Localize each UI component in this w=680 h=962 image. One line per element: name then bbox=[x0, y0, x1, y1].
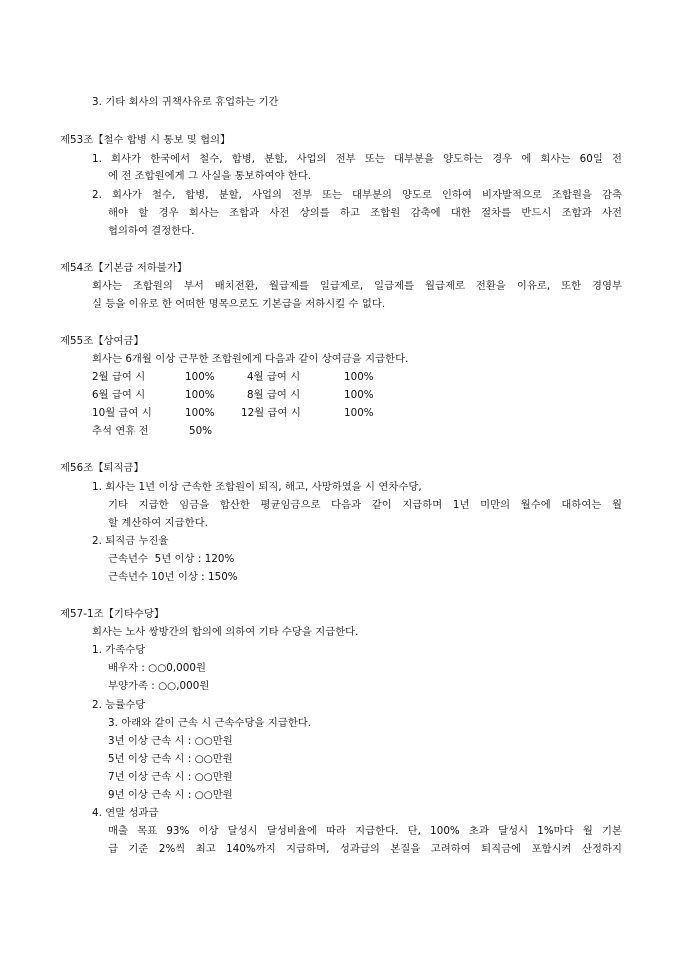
bonus-month: 6월 급여 시 bbox=[92, 389, 146, 401]
article-53-item-2-line-1: 2. 회사가 철수, 합병, 분할, 사업의 전부 또는 대부분의 양도로 인하여 비자발적으로 조합원을 감축 bbox=[92, 189, 622, 201]
bonus-rate: 100% bbox=[344, 389, 374, 401]
bonus-rate: 50% bbox=[189, 425, 213, 437]
article-54-line-2: 실 등을 이유로 한 어떠한 명목으로도 기본급을 저하시킬 수 없다. bbox=[92, 298, 386, 310]
article-54-line-1: 회사는 조합원의 부서 배치전환, 월급제를 일급제로, 일급제를 월급제로 전환을 이유로, 또한 경영부 bbox=[92, 280, 622, 292]
year-end-bonus-line-2: 급 기준 2%씩 최고 140%까지 지급하며, 성과급의 본질을 고려하여 퇴직금에 포함시켜 산정하지 bbox=[108, 843, 622, 855]
tenure-allowance-row: 9년 이상 근속 시 : ○○만원 bbox=[108, 789, 233, 801]
article-55-title: 제55조【상여금】 bbox=[60, 335, 144, 347]
dependent-allowance: 부양가족 : ○○,000원 bbox=[108, 680, 210, 692]
tenure-allowance-row: 7년 이상 근속 시 : ○○만원 bbox=[108, 771, 233, 783]
tenure-allowance-row: 3년 이상 근속 시 : ○○만원 bbox=[108, 735, 233, 747]
article-53-item-1-line-2: 에 전 조합원에게 그 사실을 통보하여야 한다. bbox=[108, 170, 312, 182]
article-56-item-1-line-2: 기타 지급한 임금을 합산한 평균임금으로 다음과 같이 지급하며 1년 미만의 월수에 대하여는 월 bbox=[108, 499, 622, 511]
bonus-rate: 100% bbox=[185, 389, 215, 401]
article-56-item-2: 2. 퇴직금 누진율 bbox=[92, 535, 169, 547]
bonus-month: 추석 연휴 전 bbox=[92, 425, 149, 437]
article-53-title: 제53조【철수 합병 시 통보 및 협의】 bbox=[60, 134, 231, 146]
bonus-month: 8월 급여 시 bbox=[247, 389, 301, 401]
article-55-intro: 회사는 6개월 이상 근무한 조합원에게 다음과 같이 상여금을 지급한다. bbox=[92, 353, 409, 365]
bonus-month: 2월 급여 시 bbox=[92, 371, 146, 383]
bonus-month: 10월 급여 시 bbox=[92, 407, 152, 419]
article-53-item-1-line-1: 1. 회사가 한국에서 철수, 합병, 분할, 사업의 전부 또는 대부분을 양도하는 경우 에 회사는 60일 전 bbox=[92, 153, 622, 165]
bonus-rate: 100% bbox=[344, 407, 374, 419]
bonus-rate: 100% bbox=[185, 371, 215, 383]
article-53-item-2-line-3: 협의하여 결정한다. bbox=[108, 225, 195, 237]
article-57-1-title: 제57-1조【기타수당】 bbox=[60, 608, 165, 620]
article-56-item-1-line-1: 1. 회사는 1년 이상 근속한 조합원이 퇴직, 해고, 사망하였을 시 연차수당, bbox=[92, 481, 422, 493]
bonus-rate: 100% bbox=[344, 371, 374, 383]
spouse-allowance: 배우자 : ○○0,000원 bbox=[108, 662, 206, 674]
efficiency-allowance-intro: 3. 아래와 같이 근속 시 근속수당을 지급한다. bbox=[108, 717, 312, 729]
article-56-item-1-line-3: 할 계산하여 지급한다. bbox=[108, 517, 208, 529]
year-end-bonus-heading: 4. 연말 성과급 bbox=[92, 807, 159, 819]
efficiency-allowance-heading: 2. 능률수당 bbox=[92, 699, 146, 711]
bonus-rate: 100% bbox=[185, 407, 215, 419]
list-item: 3. 기타 회사의 귀책사유로 휴업하는 기간 bbox=[92, 96, 279, 108]
article-53-item-2-line-2: 해야 할 경우 회사는 조합과 사전 상의를 하고 조합원 감축에 대한 절차를 반드시 조합과 사전 bbox=[108, 207, 622, 219]
article-57-1-intro: 회사는 노사 쌍방간의 합의에 의하여 기타 수당을 지급한다. bbox=[92, 626, 359, 638]
tenure-allowance-row: 5년 이상 근속 시 : ○○만원 bbox=[108, 753, 233, 765]
severance-rate-row: 근속년수 5년 이상 : 120% bbox=[108, 553, 235, 565]
family-allowance-heading: 1. 가족수당 bbox=[92, 644, 146, 656]
article-56-title: 제56조【퇴직금】 bbox=[60, 462, 144, 474]
year-end-bonus-line-1: 매출 목표 93% 이상 달성시 달성비율에 따라 지급한다. 단, 100% 초과 달성시 1%마다 월 기본 bbox=[108, 825, 622, 837]
bonus-month: 4월 급여 시 bbox=[247, 371, 301, 383]
severance-rate-row: 근속년수 10년 이상 : 150% bbox=[108, 571, 238, 583]
article-54-title: 제54조【기본급 저하불가】 bbox=[60, 262, 188, 274]
bonus-month: 12월 급여 시 bbox=[241, 407, 301, 419]
